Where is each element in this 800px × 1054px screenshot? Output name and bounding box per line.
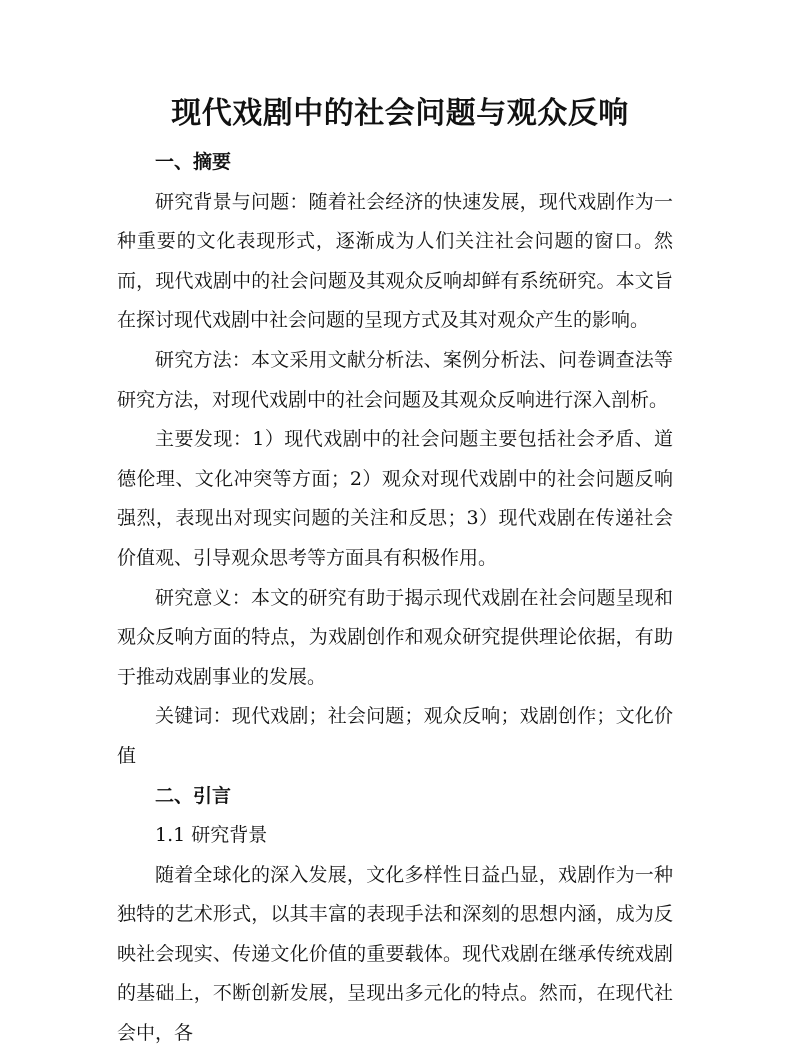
section-1-1-heading: 1.1 研究背景 [155,824,268,847]
document-title: 现代戏剧中的社会问题与观众反响 [171,96,629,131]
abstract-background-paragraph: 研究背景与问题：随着社会经济的快速发展，现代戏剧作为一种重要的文化表现形式，逐渐成为人们关注社会问题的窗口。然而，现代戏剧中的社会问题及其观众反响却鲜有系统研究。本文旨在探讨现代戏剧中社会问题的呈现方式及其对观众产生的影响。 [117,190,673,332]
abstract-significance-paragraph: 研究意义：本文的研究有助于揭示现代戏剧在社会问题呈现和观众反响方面的特点，为戏剧创作和观众研究提供理论依据，有助于推动戏剧事业的发展。 [117,586,673,688]
intro-paragraph: 随着全球化的深入发展，文化多样性日益凸显，戏剧作为一种独特的艺术形式，以其丰富的表现手法和深刻的思想内涵，成为反映社会现实、传递文化价值的重要载体。现代戏剧在继承传统戏剧的基础上，不断创新发展，呈现出多元化的特点。然而，在现代社会中，各 [117,863,673,1045]
document-body [117,143,673,1054]
abstract-method-paragraph: 研究方法：本文采用文献分析法、案例分析法、问卷调查法等研究方法，对现代戏剧中的社会问题及其观众反响进行深入剖析。 [117,348,673,411]
abstract-findings-paragraph: 主要发现：1）现代戏剧中的社会问题主要包括社会矛盾、道德伦理、文化冲突等方面；2）观众对现代戏剧中的社会问题反响强烈，表现出对现实问题的关注和反思；3）现代戏剧在传递社会价值观、引导观众思考等方面具有积极作用。 [117,428,673,569]
abstract-heading: 一、摘要 [155,151,232,173]
intro-heading: 二、引言 [155,784,232,807]
keywords-paragraph: 关键词：现代戏剧；社会问题；观众反响；戏剧创作；文化价值 [117,705,673,767]
